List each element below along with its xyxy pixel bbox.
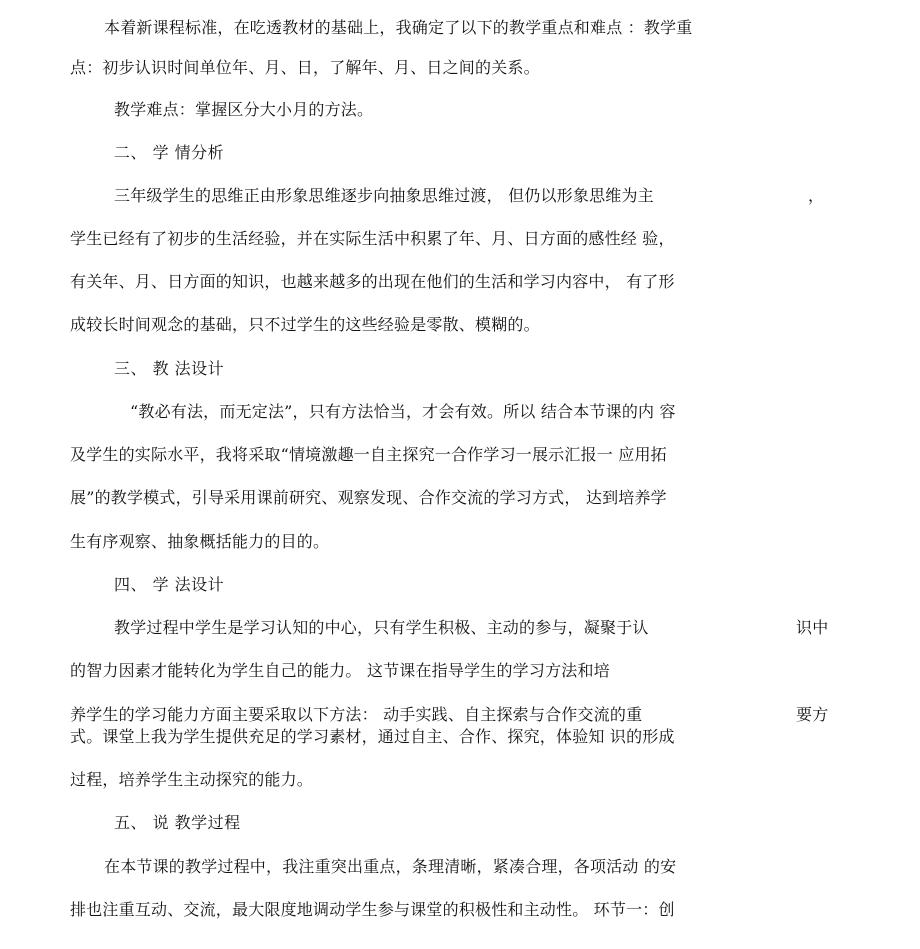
paragraph-4-line-2: 及学生的实际水平，我将采取“情境激趣一自主探究一合作学习一展示汇报一 应用拓 xyxy=(70,445,667,464)
paragraph-6-line-1: 在本节课的教学过程中，我注重突出重点，条理清晰，紧凑合理，各项活动 的安 xyxy=(104,857,677,876)
paragraph-1-line-1: 本着新课程标准，在吃透教材的基础上，我确定了以下的教学重点和难点 ：教学重 xyxy=(104,18,693,37)
section-heading-3: 三、 教 法设计 xyxy=(114,359,225,378)
paragraph-5-line-2: 的智力因素才能转化为学生自己的能力。 这节课在指导学生的学习方法和培 xyxy=(70,661,610,680)
paragraph-6-line-2: 排也注重互动、交流，最大限度地调动学生参与课堂的积极性和主动性。 环节一：创 xyxy=(70,900,675,919)
paragraph-1-line-2: 点：初步认识时间单位年、月、日，了解年、月、日之间的关系。 xyxy=(70,58,540,77)
paragraph-5-line-3-end: 要方 xyxy=(796,705,829,724)
paragraph-3-line-4: 成较长时间观念的基础，只不过学生的这些经验是零散、模糊的。 xyxy=(70,315,540,334)
paragraph-4-line-3: 展”的教学模式，引导采用课前研究、观察发现、合作交流的学习方式， 达到培养学 xyxy=(70,488,667,507)
paragraph-3-line-3: 有关年、月、日方面的知识，也越来越多的出现在他们的生活和学习内容中， 有了形 xyxy=(70,272,675,291)
paragraph-5-line-1: 教学过程中学生是学习认知的中心，只有学生积极、主动的参与，凝聚于认 xyxy=(114,618,649,637)
paragraph-2-line-1: 教学难点：掌握区分大小月的方法。 xyxy=(114,100,374,119)
paragraph-3-line-1: 三年级学生的思维正由形象思维逐步向抽象思维过渡， 但仍以形象思维为主 xyxy=(114,186,654,205)
section-heading-2: 二、 学 情分析 xyxy=(114,143,225,162)
paragraph-5-line-3: 养学生的学习能力方面主要采取以下方法： 动手实践、自主探索与合作交流的重 xyxy=(70,705,643,724)
paragraph-5-line-4: 式。课堂上我为学生提供充足的学习素材，通过自主、合作、探究，体验知 识的形成 xyxy=(70,727,675,746)
paragraph-3-line-2: 学生已经有了初步的生活经验，并在实际生活中积累了年、月、日方面的感性经 验， xyxy=(70,229,675,248)
paragraph-4-line-4: 生有序观察、抽象概括能力的目的。 xyxy=(70,532,330,551)
paragraph-5-line-5: 过程，培养学生主动探究的能力。 xyxy=(70,770,314,789)
paragraph-4-line-1: “教必有法，而无定法”，只有方法恰当，才会有效。所以 结合本节课的内 容 xyxy=(130,402,676,421)
section-heading-4: 四、 学 法设计 xyxy=(114,575,225,594)
section-heading-5: 五、 说 教学过程 xyxy=(114,813,241,832)
paragraph-5-line-1-end: 识中 xyxy=(796,618,829,637)
paragraph-3-line-1-end: ， xyxy=(808,186,825,205)
